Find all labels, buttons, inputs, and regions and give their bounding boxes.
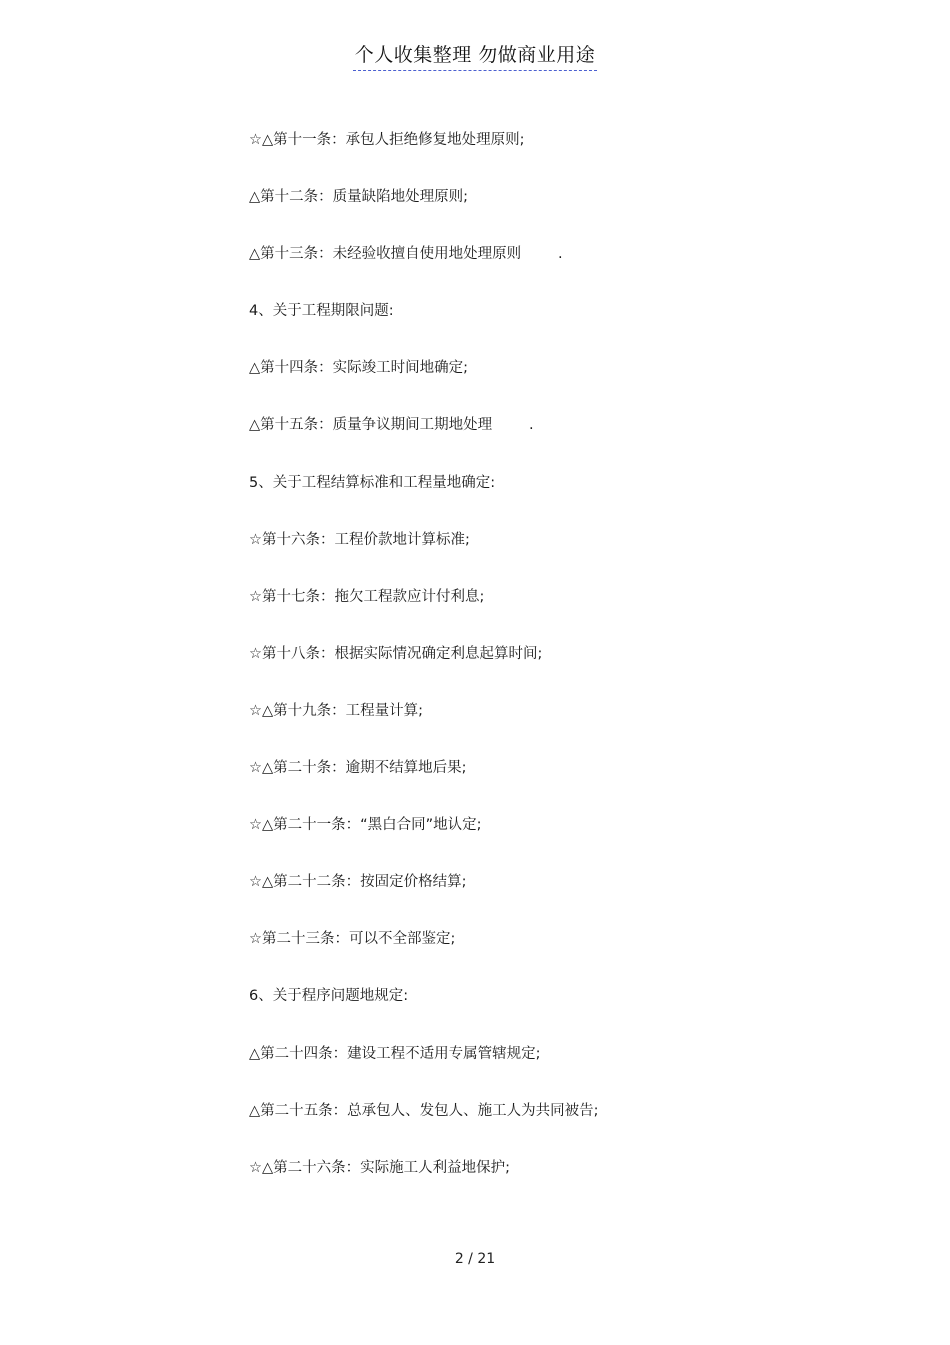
article-line-14: △第十四条：实际竣工时间地确定; [249,360,469,377]
article-line-11: ☆△第十一条：承包人拒绝修复地处理原则; [249,132,525,148]
article-line-22: ☆△第二十二条：按固定价格结算; [249,874,467,891]
article-line-25: △第二十五条：总承包人、发包人、施工人为共同被告; [249,1102,599,1119]
article-line-15: △第十五条：质量争议期间工期地处理 . [249,417,534,434]
article-line-19: ☆△第十九条：工程量计算; [249,702,424,719]
article-line-13: △第十三条：未经验收擅自使用地处理原则 . [249,246,563,263]
article-line-20: ☆△第二十条：逾期不结算地后果; [249,760,467,777]
article-line-16: ☆第十六条：工程价款地计算标准; [249,531,470,548]
article-line-21: ☆△第二十一条：“黑白合同”地认定; [249,817,482,834]
article-line-17: ☆第十七条：拖欠工程款应计付利息; [249,588,485,605]
article-line-26: ☆△第二十六条：实际施工人利益地保护; [249,1159,511,1176]
section-heading-5: 5、关于工程结算标准和工程量地确定: [249,474,496,491]
page-number: 2 / 21 [454,1251,496,1267]
article-line-23: ☆第二十三条：可以不全部鉴定; [249,931,456,948]
document-body [249,126,869,1211]
article-line-18: ☆第十八条：根据实际情况确定利息起算时间; [249,645,543,662]
section-heading-4: 4、关于工程期限问题: [249,303,394,320]
section-heading-6: 6、关于程序问题地规定: [249,988,409,1005]
page-header [0,40,950,71]
article-line-12: △第十二条：质量缺陷地处理原则; [249,189,469,206]
header-title: 个人收集整理 勿做商业用途 [353,40,598,71]
article-line-24: △第二十四条：建设工程不适用专属管辖规定; [249,1045,541,1062]
